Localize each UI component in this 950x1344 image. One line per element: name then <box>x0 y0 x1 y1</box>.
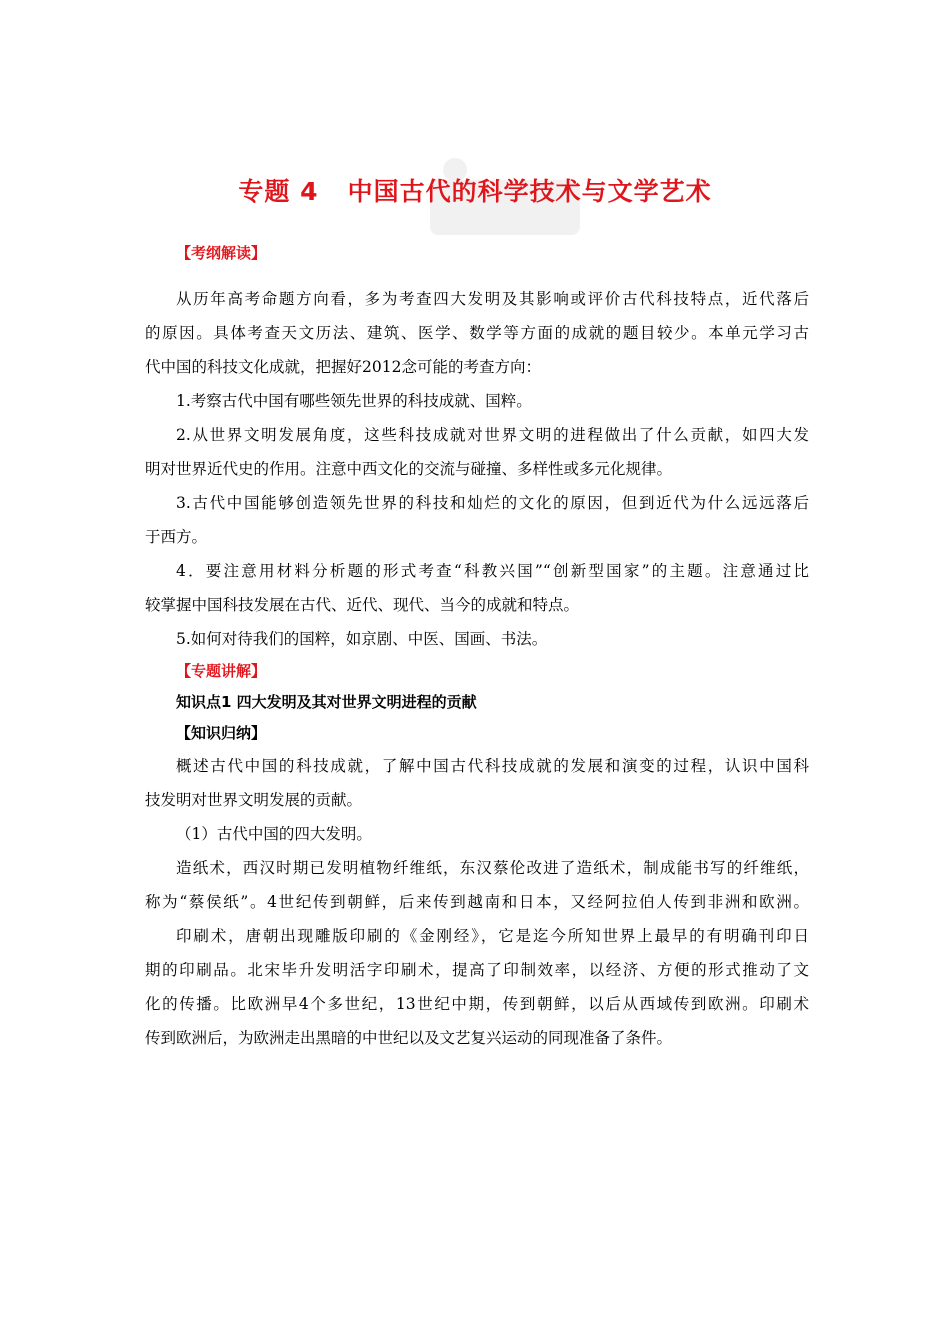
list-item: 4．要注意用材料分析题的形式考查“科教兴国”“创新型国家”的主题。注意通过比 <box>176 562 809 580</box>
page-title: 专题 4 中国古代的科学技术与文学艺术 <box>238 177 712 206</box>
document-body <box>145 236 809 1055</box>
section-heading-summary: 【知识归纳】 <box>176 724 267 742</box>
paragraph-line: 印刷术，唐朝出现雕版印刷的《金刚经》，它是迄今所知世界上最早的有明确刊印日 <box>176 927 809 945</box>
paragraph-line: 技发明对世界文明发展的贡献。 <box>145 791 363 809</box>
paragraph-line: 化的传播。比欧洲早4个多世纪，13世纪中期，传到朝鲜，以后从西域传到欧洲。印刷术 <box>145 995 809 1013</box>
paragraph-line: 概述古代中国的科技成就，了解中国古代科技成就的发展和演变的过程，认识中国科 <box>176 757 809 775</box>
paragraph-line: 称为“蔡侯纸”。4世纪传到朝鲜，后来传到越南和日本，又经阿拉伯人传到非洲和欧洲。 <box>145 893 809 911</box>
sub-heading: （1）古代中国的四大发明。 <box>176 825 372 843</box>
paragraph-line: 的原因。具体考查天文历法、建筑、医学、数学等方面的成就的题目较少。本单元学习古 <box>145 324 809 342</box>
list-item: 3.古代中国能够创造领先世界的科技和灿烂的文化的原因，但到近代为什么远远落后 <box>176 494 809 512</box>
list-item-continuation: 于西方。 <box>145 528 208 546</box>
section-heading-lecture: 【专题讲解】 <box>176 662 267 680</box>
paragraph-line: 从历年高考命题方向看，多为考查四大发明及其影响或评价古代科技特点，近代落后 <box>176 290 809 308</box>
list-item: 5.如何对待我们的国粹，如京剧、中医、国画、书法。 <box>176 630 548 648</box>
list-item: 1.考察古代中国有哪些领先世界的科技成就、国粹。 <box>176 392 532 410</box>
list-item-continuation: 明对世界近代史的作用。注意中西文化的交流与碰撞、多样性或多元化规律。 <box>145 460 673 478</box>
paragraph-line: 造纸术，西汉时期已发明植物纤维纸，东汉蔡伦改进了造纸术，制成能书写的纤维纸， <box>176 859 809 877</box>
knowledge-point-heading: 知识点1 四大发明及其对世界文明进程的贡献 <box>176 693 477 711</box>
section-heading-outline: 【考纲解读】 <box>176 244 267 262</box>
paragraph-line: 期的印刷品。北宋毕升发明活字印刷术，提高了印制效率，以经济、方便的形式推动了文 <box>145 961 809 979</box>
paragraph-line: 代中国的科技文化成就，把握好2012念可能的考查方向： <box>145 358 541 376</box>
list-item-continuation: 较掌握中国科技发展在古代、近代、现代、当今的成就和特点。 <box>145 596 580 614</box>
paragraph-line: 传到欧洲后，为欧洲走出黑暗的中世纪以及文艺复兴运动的同现准备了条件。 <box>145 1029 673 1047</box>
list-item: 2.从世界文明发展角度，这些科技成就对世界文明的进程做出了什么贡献，如四大发 <box>176 426 809 444</box>
